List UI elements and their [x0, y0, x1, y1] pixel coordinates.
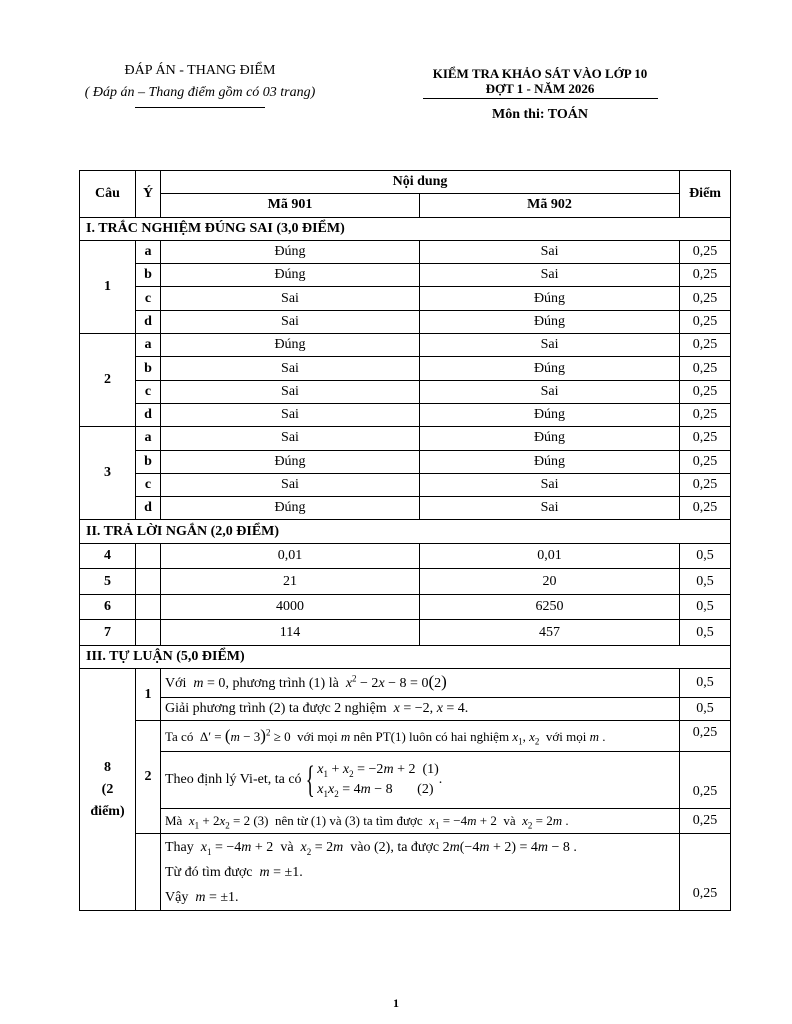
solution-text: và: [503, 813, 516, 829]
empty-cell: [136, 834, 161, 911]
header-row-codes: [80, 194, 731, 217]
item-letter: a: [136, 334, 161, 357]
answer-902: Đúng: [420, 403, 680, 426]
item-letter: c: [136, 473, 161, 496]
solution-text: vào (2), ta được: [350, 839, 440, 855]
answer-901: 0,01: [161, 543, 420, 569]
col-header-content: Nội dung: [161, 171, 680, 194]
score: 0,25: [680, 380, 731, 403]
answer-901: 114: [161, 620, 420, 646]
col-header-code-902: Mã 902: [420, 194, 680, 217]
answer-902: Sai: [420, 334, 680, 357]
header-right: [400, 66, 680, 122]
table-row: [80, 240, 731, 263]
answer-902: 6250: [420, 594, 680, 620]
table-row: [80, 403, 731, 426]
answer-902: 457: [420, 620, 680, 646]
answer-901: Sai: [161, 427, 420, 450]
col-header-code-901: Mã 901: [161, 194, 420, 217]
item-letter: c: [136, 287, 161, 310]
table-row: [80, 287, 731, 310]
vieta-system: { $x_1 + x_2 = -2m + 2$ (1) $x_1x_2 = 4m - 8$ (2): [305, 759, 439, 802]
answer-901: Đúng: [161, 450, 420, 473]
score: 0,25: [680, 497, 731, 520]
answer-901: Đúng: [161, 334, 420, 357]
empty-cell: [136, 594, 161, 620]
table-row: [80, 310, 731, 333]
solution-text: Giải phương trình (2) ta được 2 nghiệm: [165, 701, 387, 717]
question-number: 6: [80, 594, 136, 620]
solution-text: nên PT(1) luôn có hai nghiệm: [353, 728, 510, 744]
answer-902: Đúng: [420, 310, 680, 333]
solution-text: Ta có: [165, 728, 194, 744]
answer-902: Sai: [420, 264, 680, 287]
table-row: [80, 264, 731, 287]
answer-901: Sai: [161, 403, 420, 426]
section-title: I. TRẮC NGHIỆM ĐÚNG SAI (3,0 ĐIỂM): [80, 217, 731, 240]
table-row: [80, 698, 731, 721]
solution-line: Vậy m = ±1.: [165, 889, 239, 905]
solution-line: Mà $x_1 + 2x_2 = 2$ (3) nên từ (1) và (3) ta tìm được $x_1 = -4m + 2$ và $x_2 = 2m$ .: [161, 809, 680, 834]
answer-901: Đúng: [161, 240, 420, 263]
question-number: [80, 669, 136, 911]
score: 0,25: [680, 357, 731, 380]
question-number: 7: [80, 620, 136, 646]
score: 0,5: [680, 569, 731, 595]
header-left-rule: [135, 107, 265, 108]
solution-text: Thay: [165, 839, 194, 855]
score: 0,25: [680, 334, 731, 357]
solution-line: Theo định lý Vi-et, ta có { $x_1 + x_2 = -2m + 2$ (1) $x_1x_2 = 4m - 8$ (2) .: [161, 752, 680, 809]
section-title: III. TỰ LUẬN (5,0 ĐIỂM): [80, 645, 731, 668]
solution-text: nên từ (1) và (3) ta tìm được: [275, 813, 423, 829]
score: 0,25: [680, 721, 731, 752]
solution-text: Với: [165, 676, 187, 692]
solution-text: với mọi: [545, 728, 587, 744]
answer-901: Sai: [161, 473, 420, 496]
section-row: [80, 520, 731, 543]
score: 0,25: [680, 310, 731, 333]
solution-text: Mà: [165, 813, 183, 829]
table-row: [80, 569, 731, 595]
answer-key-subtitle: ( Đáp án – Thang điểm gồm có 03 trang): [84, 85, 316, 100]
col-header-cau: Câu: [80, 171, 136, 218]
table-row: [80, 473, 731, 496]
answer-902: Đúng: [420, 427, 680, 450]
table-row: [80, 497, 731, 520]
table-row: [80, 427, 731, 450]
solution-line: Với m = 0, phương trình (1) là $x^2 - 2x - 8 = 0(2)$: [161, 669, 680, 698]
empty-cell: [136, 543, 161, 569]
answer-table: [79, 170, 731, 911]
section-title: II. TRẢ LỜI NGẮN (2,0 ĐIỂM): [80, 520, 731, 543]
q8-points-2: điểm): [90, 803, 125, 819]
table-row: [80, 380, 731, 403]
part-number: 2: [136, 721, 161, 834]
score: 0,5: [680, 594, 731, 620]
solution-text: với mọi: [297, 728, 338, 744]
score: 0,25: [680, 403, 731, 426]
score: 0,25: [680, 752, 731, 809]
part-number: 1: [136, 669, 161, 721]
header-right-rule: [423, 98, 658, 99]
exam-subject: Môn thi: TOÁN: [492, 107, 588, 122]
exam-title: KIỂM TRA KHẢO SÁT VÀO LỚP 10: [432, 66, 648, 81]
empty-cell: [136, 569, 161, 595]
solution-line: Giải phương trình (2) ta được 2 nghiệm x = −2, x = 4.: [161, 698, 680, 721]
col-header-y: Ý: [136, 171, 161, 218]
answer-901: Đúng: [161, 264, 420, 287]
solution-text: Vậy: [165, 889, 189, 905]
score: 0,25: [680, 264, 731, 287]
solution-text: Theo định lý Vi-et, ta có: [165, 772, 302, 788]
table-row: [80, 752, 731, 809]
question-number: 3: [80, 427, 136, 520]
table-row: [80, 357, 731, 380]
answer-902: Đúng: [420, 450, 680, 473]
score: 0,5: [680, 543, 731, 569]
header-row: [80, 171, 731, 194]
table-row: [80, 450, 731, 473]
table-row: [80, 620, 731, 646]
item-letter: d: [136, 497, 161, 520]
answer-902: 20: [420, 569, 680, 595]
item-letter: d: [136, 403, 161, 426]
answer-901: Sai: [161, 287, 420, 310]
header-left: [40, 60, 360, 108]
answer-902: 0,01: [420, 543, 680, 569]
score: 0,25: [680, 240, 731, 263]
item-letter: c: [136, 380, 161, 403]
answer-902: Đúng: [420, 287, 680, 310]
empty-cell: [136, 620, 161, 646]
question-number: 4: [80, 543, 136, 569]
answer-902: Sai: [420, 497, 680, 520]
item-letter: b: [136, 450, 161, 473]
score: 0,5: [680, 669, 731, 698]
answer-key-title: ĐÁP ÁN - THANG ĐIỂM: [124, 63, 276, 78]
score: 0,25: [680, 834, 731, 911]
solution-text: , phương trình (1) là: [225, 676, 339, 692]
score: 0,25: [680, 473, 731, 496]
solution-block: [161, 834, 680, 911]
answer-901: Đúng: [161, 497, 420, 520]
answer-902: Sai: [420, 380, 680, 403]
answer-902: Sai: [420, 473, 680, 496]
item-letter: a: [136, 240, 161, 263]
item-letter: b: [136, 357, 161, 380]
q8-number: 8: [104, 759, 111, 775]
table-row: [80, 543, 731, 569]
section-row: [80, 217, 731, 240]
answer-901: Sai: [161, 310, 420, 333]
score: 0,25: [680, 450, 731, 473]
question-number: 2: [80, 334, 136, 427]
solution-text: và: [280, 839, 294, 855]
item-letter: d: [136, 310, 161, 333]
solution-line: Từ đó tìm được m = ±1.: [165, 864, 303, 880]
table-row: [80, 594, 731, 620]
exam-round: ĐỢT 1 - NĂM 2026: [485, 81, 595, 96]
answer-902: Sai: [420, 240, 680, 263]
table-row: [80, 834, 731, 911]
question-number: 1: [80, 240, 136, 333]
item-letter: b: [136, 264, 161, 287]
table-row: [80, 334, 731, 357]
answer-902: Đúng: [420, 357, 680, 380]
table-row: [80, 809, 731, 834]
solution-line: Ta có $\Delta' = (m - 3)^2 \ge 0$ với mọi m nên PT(1) luôn có hai nghiệm $x_1$, $x_2$ với mọi m .: [161, 721, 680, 752]
col-header-score: Điểm: [680, 171, 731, 218]
q8-points-1: (2: [101, 781, 114, 797]
score: 0,25: [680, 809, 731, 834]
answer-901: 4000: [161, 594, 420, 620]
solution-text: Từ đó tìm được: [165, 864, 253, 880]
page-number: 1: [393, 996, 399, 1010]
item-letter: a: [136, 427, 161, 450]
answer-901: Sai: [161, 380, 420, 403]
score: 0,5: [680, 620, 731, 646]
answer-901: 21: [161, 569, 420, 595]
section-row: [80, 645, 731, 668]
score: 0,5: [680, 698, 731, 721]
solution-line: Thay $x_1 = -4m + 2$ và $x_2 = 2m$ vào (2), ta được 2m(−4m + 2) = 4m − 8 .: [165, 839, 577, 857]
score: 0,25: [680, 427, 731, 450]
table-row: [80, 721, 731, 752]
table-row: [80, 669, 731, 698]
score: 0,25: [680, 287, 731, 310]
answer-901: Sai: [161, 357, 420, 380]
question-number: 5: [80, 569, 136, 595]
